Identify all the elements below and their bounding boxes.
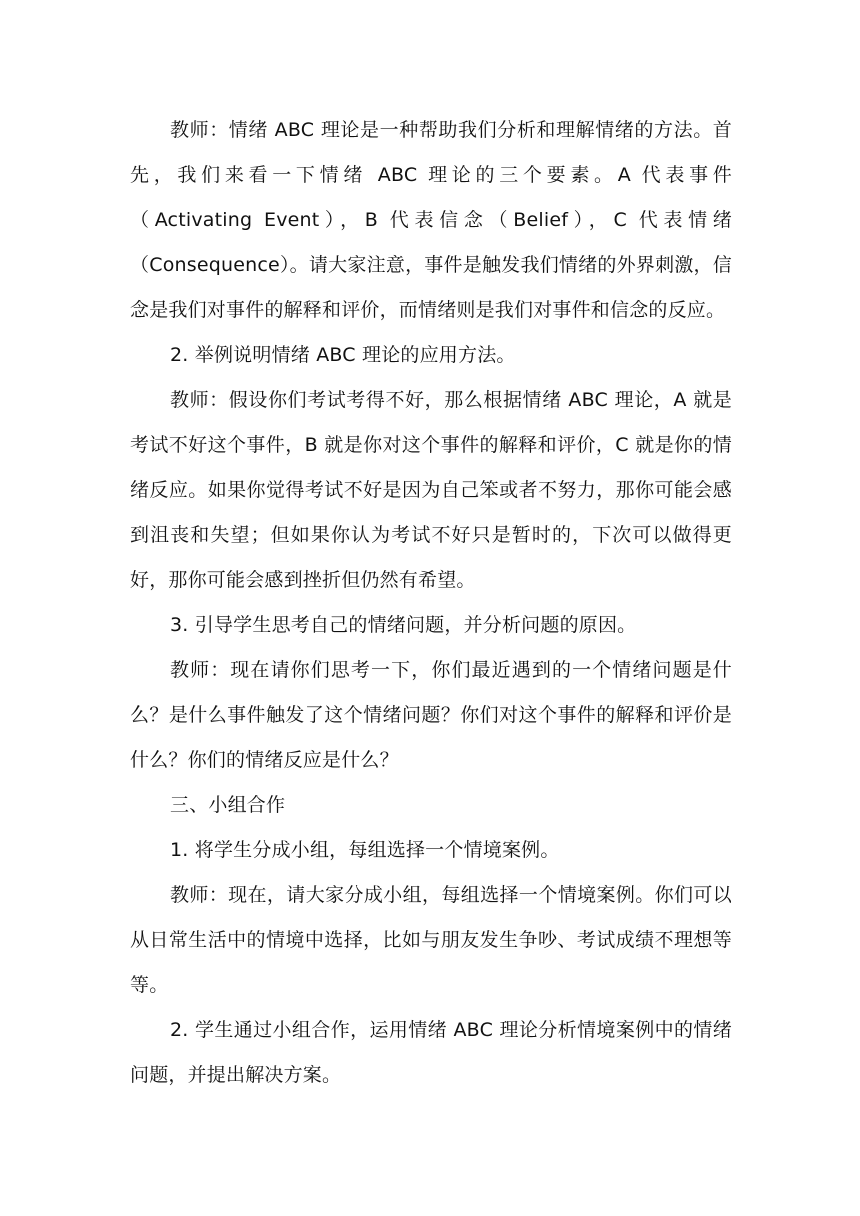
paragraph-reflection-questions: 教师：现在请你们思考一下，你们最近遇到的一个情绪问题是什么？是什么事件触发了这个情绪问题？你们对这个事件的解释和评价是什么？你们的情绪反应是什么？: [130, 659, 732, 771]
paragraph-exam-example: 教师：假设你们考试考得不好，那么根据情绪 ABC 理论，A 就是考试不好这个事件，B 就是你对这个事件的解释和评价，C 就是你的情绪反应。如果你觉得考试不好是因为自己笨或者不努力，那你可能会感到沮丧和失望；但如果你认为考试不好只是暂时的，下次可以做得更好，那你可能会感到挫折但仍然有希望。: [130, 389, 732, 591]
paragraph-abc-intro: 教师：情绪 ABC 理论是一种帮助我们分析和理解情绪的方法。首先，我们来看一下情绪 ABC 理论的三个要素。A 代表事件（Activating Event），B 代表信念（Belief），C 代表情绪（Consequence）。请大家注意，事件是触发我们情绪的外界刺激，信念是我们对事件的解释和评价，而情绪则是我们对事件和信念的反应。: [130, 119, 732, 321]
paragraph-step-2-heading: 2. 举例说明情绪 ABC 理论的应用方法。: [170, 344, 516, 366]
section-heading-group-work: 三、小组合作: [170, 794, 286, 816]
document-body: [130, 108, 732, 1098]
paragraph-group-step-2: 2. 学生通过小组合作，运用情绪 ABC 理论分析情境案例中的情绪问题，并提出解决方案。: [130, 1019, 732, 1086]
paragraph-group-step-1: 1. 将学生分成小组，每组选择一个情境案例。: [170, 839, 560, 861]
paragraph-step-3-heading: 3. 引导学生思考自己的情绪问题，并分析问题的原因。: [170, 614, 637, 636]
paragraph-group-instructions: 教师：现在，请大家分成小组，每组选择一个情境案例。你们可以从日常生活中的情境中选择，比如与朋友发生争吵、考试成绩不理想等等。: [130, 884, 732, 996]
